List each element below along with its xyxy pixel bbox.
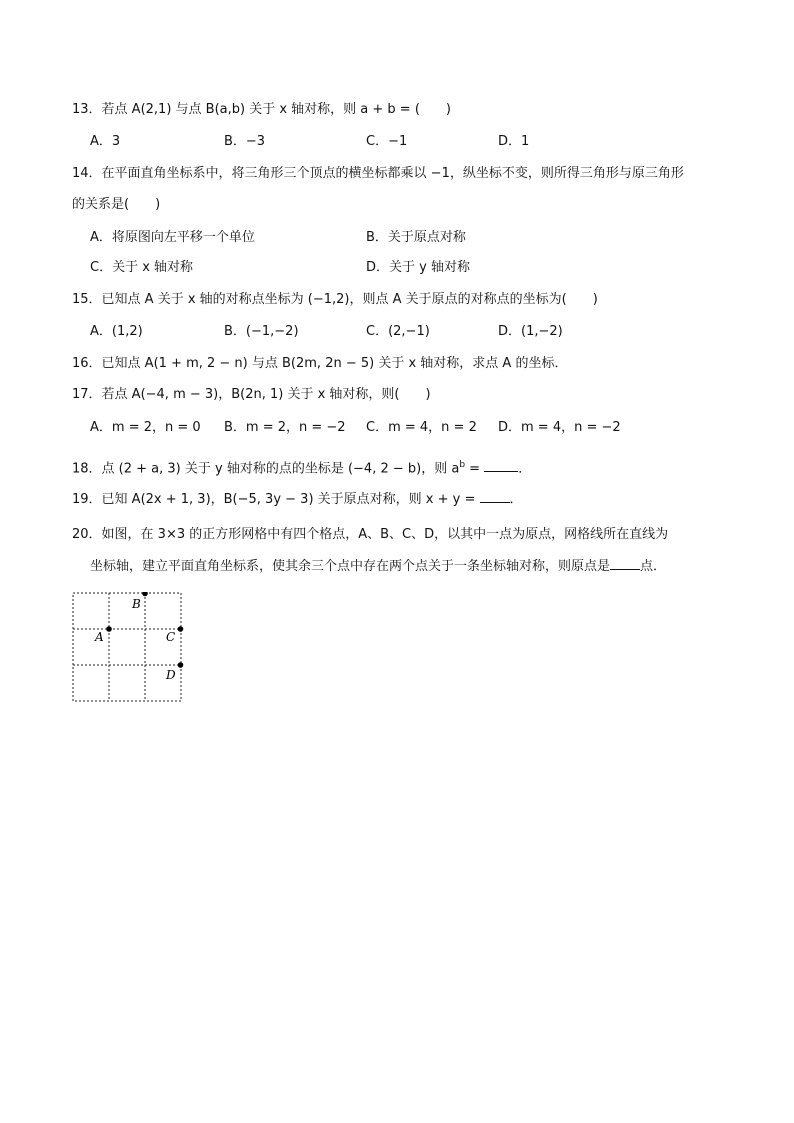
question-15: 15．已知点 A 关于 x 轴的对称点坐标为 (−1,2)，则点 A 关于原点的对称点的坐标为( ) — [72, 292, 598, 307]
q19-end: ． — [509, 492, 523, 507]
q20-answer-blank[interactable] — [610, 557, 640, 570]
question-16: 16．已知点 A(1 + m, 2 − n) 与点 B(2m, 2n − 5) 关于 x 轴对称，求点 A 的坐标． — [72, 356, 568, 371]
label-d: D — [166, 668, 176, 682]
q20-text: 坐标轴，建立平面直角坐标系，使其余三个点中存在两个点关于一条坐标轴对称，则原点是 — [90, 559, 611, 574]
q14-option-b: B．关于原点对称 — [366, 230, 466, 245]
q20-end: 点． — [640, 559, 667, 574]
point-b — [142, 592, 148, 596]
label-b: B — [132, 597, 141, 611]
q15-option-d: D．(1,−2) — [498, 324, 563, 339]
question-20-line-2 — [90, 557, 666, 577]
question-20-line-1: 20．如图，在 3×3 的正方形网格中有四个格点，A、B、C、D，以其中一点为原点，网格线所在直线为 — [72, 527, 669, 542]
q20-grid-figure — [72, 592, 184, 704]
q14-option-d: D．关于 y 轴对称 — [366, 260, 470, 275]
q13-option-a: A．3 — [90, 134, 121, 149]
label-a: A — [95, 630, 104, 644]
q18-answer-blank[interactable] — [484, 459, 518, 472]
question-17: 17．若点 A(−4, m − 3)，B(2n, 1) 关于 x 轴对称，则( ) — [72, 387, 431, 402]
point-c — [178, 626, 184, 632]
q18-end: ． — [518, 461, 532, 477]
q18-exponent: b — [459, 460, 466, 470]
question-14-line-2: 的关系是( ) — [72, 197, 161, 212]
question-14-line-1: 14．在平面直角坐标系中，将三角形三个顶点的横坐标都乘以 −1，纵坐标不变，则所得三角形与原三角形 — [72, 166, 684, 181]
q17-option-c: C．m = 4，n = 2 — [366, 420, 477, 435]
point-a — [106, 626, 112, 632]
q14-option-c: C．关于 x 轴对称 — [90, 260, 194, 275]
q18-equals: = — [465, 461, 485, 477]
q17-option-a: A．m = 2，n = 0 — [90, 420, 201, 435]
grid-border — [73, 593, 181, 701]
q19-text: 19．已知 A(2x + 1, 3)，B(−5, 3y − 3) 关于原点对称，则 x + y = — [72, 492, 480, 507]
q13-option-c: C．−1 — [366, 134, 408, 149]
q15-option-c: C．(2,−1) — [366, 324, 430, 339]
q17-option-d: D．m = 4，n = −2 — [498, 420, 621, 435]
q17-option-b: B．m = 2，n = −2 — [224, 420, 346, 435]
label-c: C — [166, 630, 176, 644]
question-19 — [72, 490, 523, 510]
q15-option-b: B．(−1,−2) — [224, 324, 299, 339]
q13-option-b: B．−3 — [224, 134, 266, 149]
question-18 — [72, 455, 531, 479]
q14-option-a: A．将原图向左平移一个单位 — [90, 230, 255, 245]
q19-answer-blank[interactable] — [480, 490, 510, 503]
point-d — [178, 662, 184, 668]
question-13: 13．若点 A(2,1) 与点 B(a,b) 关于 x 轴对称，则 a + b = ( ) — [72, 102, 451, 117]
q15-option-a: A．(1,2) — [90, 324, 143, 339]
q13-option-d: D．1 — [498, 134, 530, 149]
q18-text: 18．点 (2 + a, 3) 关于 y 轴对称的点的坐标是 (−4, 2 − b)，则 a — [72, 461, 460, 477]
